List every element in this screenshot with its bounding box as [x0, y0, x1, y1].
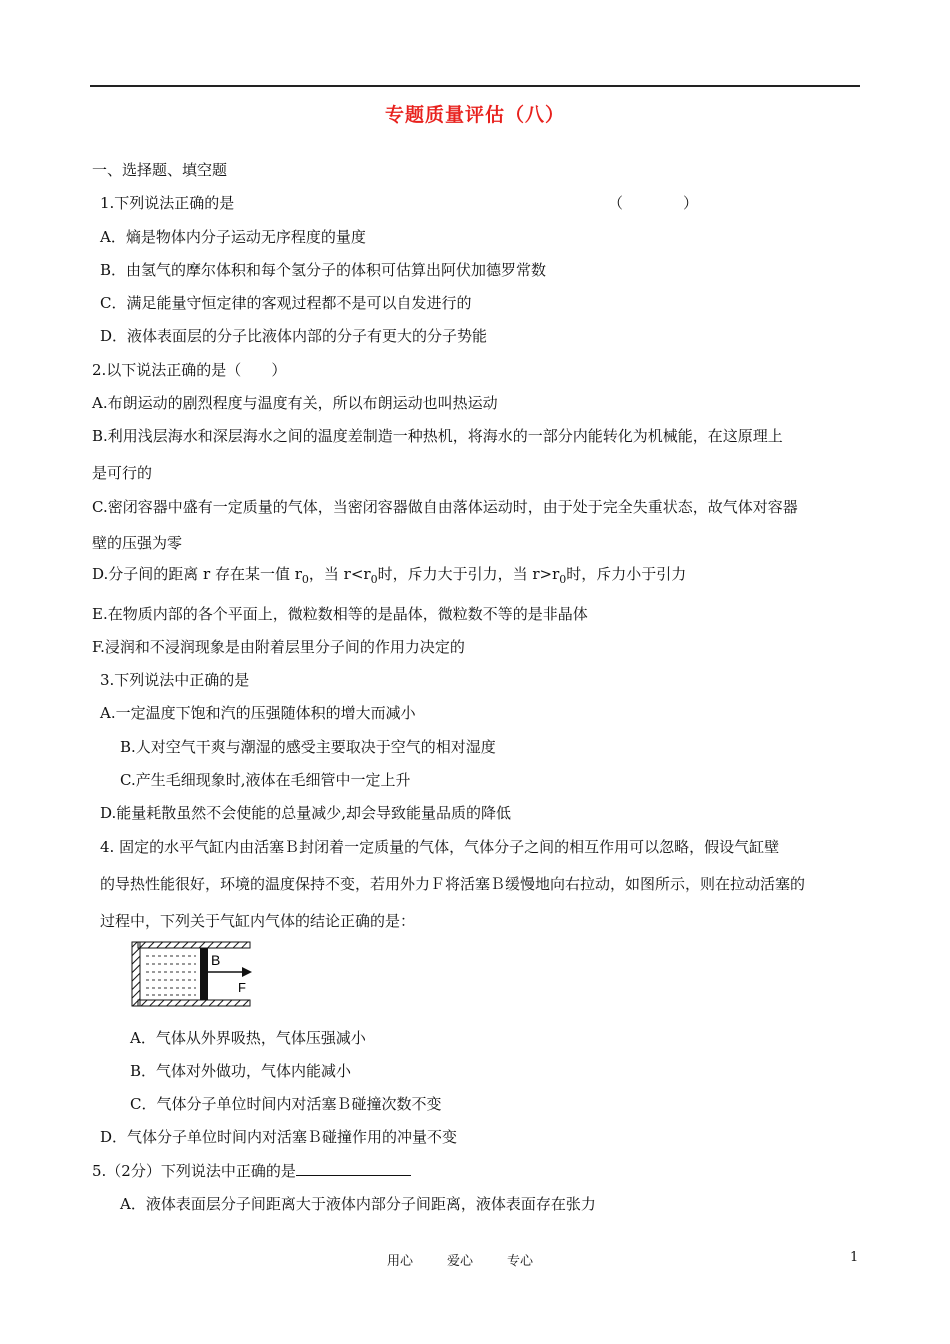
q2-option-b-line1: B.利用浅层海水和深层海水之间的温度差制造一种热机，将海水的一部分内能转化为机械能，在这原理上: [92, 427, 783, 445]
q5-stem-text: 5.（2分）下列说法中正确的是: [92, 1162, 296, 1180]
footer-text-1: 用心: [387, 1254, 414, 1269]
q2-option-a: A.布朗运动的剧烈程度与温度有关，所以布朗运动也叫热运动: [92, 394, 498, 412]
q4-stem-line2: 的导热性能很好，环境的温度保持不变，若用外力Ｆ将活塞Ｂ缓慢地向右拉动，如图所示，则在拉动活塞的: [100, 875, 806, 893]
q1-option-a: A．熵是物体内分子运动无序程度的量度: [100, 228, 366, 246]
header-rule: [90, 85, 860, 87]
q2-d-sub-1: 0: [301, 573, 309, 586]
q2-stem: 2.以下说法正确的是（ ）: [92, 361, 287, 379]
cylinder-diagram: [130, 940, 260, 1014]
page-title: 专题质量评估（八）: [384, 104, 565, 126]
q2-d-text-3: 时，斥力大于引力，当 r>r: [377, 565, 560, 583]
q1-option-c: C．满足能量守恒定律的客观过程都不是可以自发进行的: [100, 294, 472, 312]
q5-answer-blank: [296, 1161, 411, 1176]
q4-stem-line3: 过程中，下列关于气缸内气体的结论正确的是：: [100, 912, 416, 930]
q4-option-b: B．气体对外做功，气体内能减小: [130, 1062, 352, 1080]
q4-option-a: A．气体从外界吸热，气体压强减小: [130, 1029, 366, 1047]
q4-option-c: C．气体分子单位时间内对活塞Ｂ碰撞次数不变: [130, 1095, 442, 1113]
cylinder-svg: [130, 940, 260, 1010]
q2-d-sub-2: 0: [370, 573, 378, 586]
q2-option-b-line2: 是可行的: [92, 464, 153, 482]
page-number: 1: [850, 1250, 859, 1265]
cylinder-top-wall: [138, 942, 250, 948]
footer-text-2: 爱心: [447, 1254, 474, 1269]
q4-stem-line1: 4. 固定的水平气缸内由活塞Ｂ封闭着一定质量的气体，气体分子之间的相互作用可以忽略，假设气缸壁: [100, 838, 780, 856]
gas-region: [146, 956, 196, 995]
section-heading: 一、选择题、填空题: [92, 161, 228, 179]
force-arrow-head: [242, 967, 252, 977]
cylinder-bottom-wall: [138, 1000, 250, 1006]
q3-option-d: D.能量耗散虽然不会使能的总量减少,却会导致能量品质的降低: [100, 804, 512, 822]
q2-option-e: E.在物质内部的各个平面上，微粒数相等的是晶体，微粒数不等的是非晶体: [92, 605, 588, 623]
q2-d-text-2: ，当 r<r: [308, 565, 371, 583]
q3-option-a: A.一定温度下饱和汽的压强随体积的增大而减小: [100, 704, 416, 722]
q4-option-d: D．气体分子单位时间内对活塞Ｂ碰撞作用的冲量不变: [100, 1128, 458, 1146]
q2-d-text-4: 时，斥力小于引力: [566, 565, 687, 583]
q2-option-c-line1: C.密闭容器中盛有一定质量的气体，当密闭容器做自由落体运动时，由于处于完全失重状态，故气体对容器: [92, 498, 798, 516]
q1-option-d: D．液体表面层的分子比液体内部的分子有更大的分子势能: [100, 327, 488, 345]
q2-option-c-line2: 壁的压强为零: [92, 534, 183, 552]
footer-text-3: 专心: [507, 1254, 534, 1269]
q3-option-c: C.产生毛细现象时,液体在毛细管中一定上升: [120, 771, 411, 789]
q5-option-a: A．液体表面层分子间距离大于液体内部分子间距离，液体表面存在张力: [120, 1195, 596, 1213]
q1-option-b: B．由氢气的摩尔体积和每个氢分子的体积可估算出阿伏加德罗常数: [100, 261, 547, 279]
q2-option-f: F.浸润和不浸润现象是由附着层里分子间的作用力决定的: [92, 638, 465, 656]
q1-answer-paren: （ ）: [608, 194, 699, 212]
piston-label: B: [211, 952, 221, 968]
piston-b: [200, 948, 208, 1000]
force-label: F: [238, 980, 246, 995]
q2-option-d: [92, 564, 686, 586]
cylinder-left-wall: [132, 942, 140, 1006]
q1-stem: 1.下列说法正确的是: [100, 194, 235, 212]
q3-stem: 3.下列说法中正确的是: [100, 671, 250, 689]
q2-d-text-1: D.分子间的距离 r 存在某一值 r: [92, 565, 302, 583]
q3-option-b: B.人对空气干爽与潮湿的感受主要取决于空气的相对湿度: [120, 738, 496, 756]
q2-d-sub-3: 0: [559, 573, 567, 586]
q5-stem: [92, 1161, 411, 1181]
